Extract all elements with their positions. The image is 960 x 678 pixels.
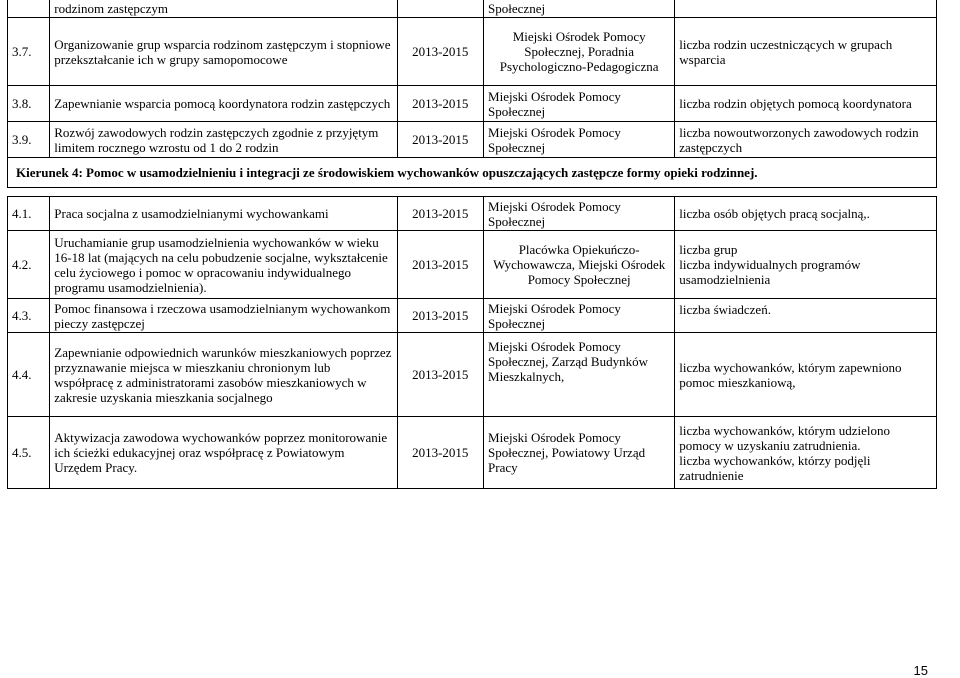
table-row: [8, 299, 937, 333]
table-bottom: [7, 196, 937, 489]
table-row: [8, 122, 937, 158]
unit-cell: Miejski Ośrodek Pomocy Społecznej: [484, 86, 675, 122]
unit-cell: Miejski Ośrodek Pomocy Społecznej, Powiatowy Urząd Pracy: [484, 417, 675, 489]
row-number: 4.3.: [8, 299, 50, 333]
row-number: 3.7.: [8, 18, 50, 86]
table-row: [8, 197, 937, 231]
unit-cell: Miejski Ośrodek Pomocy Społecznej, Poradnia Psychologiczno-Pedagogiczna: [484, 18, 675, 86]
table-row: [8, 18, 937, 86]
indicator-cell: liczba wychowanków, którym udzielono pomocy w uzyskaniu zatrudnienia. liczba wychowanków, którzy podjęli zatrudnienie: [675, 417, 937, 489]
years-cell: 2013-2015: [397, 86, 484, 122]
years-cell: 2013-2015: [397, 333, 484, 417]
task-cell: Praca socjalna z usamodzielnianymi wychowankami: [50, 197, 397, 231]
indicator-cell: liczba wychowanków, którym zapewniono pomoc mieszkaniową,: [675, 333, 937, 417]
row-number: 3.9.: [8, 122, 50, 158]
years-cell: 2013-2015: [397, 197, 484, 231]
table-row: [8, 0, 937, 18]
unit-cell: Miejski Ośrodek Pomocy Społecznej, Zarząd Budynków Mieszkalnych,: [484, 333, 675, 417]
years-cell: 2013-2015: [397, 231, 484, 299]
row-number: 4.5.: [8, 417, 50, 489]
unit-cell: Miejski Ośrodek Pomocy Społecznej: [484, 122, 675, 158]
row-number: 4.2.: [8, 231, 50, 299]
table-row: [8, 417, 937, 489]
table-top: [7, 0, 937, 188]
years-cell: 2013-2015: [397, 299, 484, 333]
years-cell: 2013-2015: [397, 122, 484, 158]
unit-cell: Placówka Opiekuńczo-Wychowawcza, Miejski Ośrodek Pomocy Społecznej: [484, 231, 675, 299]
indicator-cell: liczba rodzin uczestniczących w grupach wsparcia: [675, 18, 937, 86]
page-number: 15: [913, 663, 928, 678]
section-heading: Kierunek 4: Pomoc w usamodzielnieniu i integracji ze środowiskiem wychowanków opuszczających zastępcze formy opieki rodzinnej.: [8, 158, 937, 188]
unit-cell: Miejski Ośrodek Pomocy Społecznej: [484, 299, 675, 333]
task-cell: Zapewnianie wsparcia pomocą koordynatora rodzin zastępczych: [50, 86, 397, 122]
unit-cell: Społecznej: [484, 0, 675, 18]
table-row: [8, 333, 937, 417]
task-cell: Aktywizacja zawodowa wychowanków poprzez monitorowanie ich ścieżki edukacyjnej oraz współpracę z Powiatowym Urzędem Pracy.: [50, 417, 397, 489]
indicator-cell: liczba rodzin objętych pomocą koordynatora: [675, 86, 937, 122]
unit-cell: Miejski Ośrodek Pomocy Społecznej: [484, 197, 675, 231]
task-cell: Uruchamianie grup usamodzielnienia wychowanków w wieku 16-18 lat (mających na celu pobudzenie socjalne, wykształcenie celu życiowego i pomoc w opracowaniu indywidualnego programu usamodzielnienia).: [50, 231, 397, 299]
row-number: [8, 0, 50, 18]
task-cell: Pomoc finansowa i rzeczowa usamodzielnianym wychowankom pieczy zastępczej: [50, 299, 397, 333]
years-cell: 2013-2015: [397, 417, 484, 489]
task-cell: Organizowanie grup wsparcia rodzinom zastępczym i stopniowe przekształcanie ich w grupy samopomocowe: [50, 18, 397, 86]
section-heading-row: [8, 158, 937, 188]
task-cell: rodzinom zastępczym: [50, 0, 397, 18]
table-row: [8, 231, 937, 299]
indicator-cell: liczba nowoutworzonych zawodowych rodzin zastępczych: [675, 122, 937, 158]
row-number: 4.1.: [8, 197, 50, 231]
indicator-cell: [675, 0, 937, 18]
indicator-cell: liczba grup liczba indywidualnych programów usamodzielnienia: [675, 231, 937, 299]
task-cell: Zapewnianie odpowiednich warunków mieszkaniowych poprzez przyznawanie miejsca w mieszkaniu chronionym lub współpracę z administratorami zasobów mieszkaniowych w zakresie uzyskania mieszkania socjalnego: [50, 333, 397, 417]
indicator-cell: liczba osób objętych pracą socjalną,.: [675, 197, 937, 231]
years-cell: [397, 0, 484, 18]
indicator-cell: liczba świadczeń.: [675, 299, 937, 333]
task-cell: Rozwój zawodowych rodzin zastępczych zgodnie z przyjętym limitem rocznego wzrostu od 1 do 2 rodzin: [50, 122, 397, 158]
row-number: 4.4.: [8, 333, 50, 417]
years-cell: 2013-2015: [397, 18, 484, 86]
table-row: [8, 86, 937, 122]
row-number: 3.8.: [8, 86, 50, 122]
